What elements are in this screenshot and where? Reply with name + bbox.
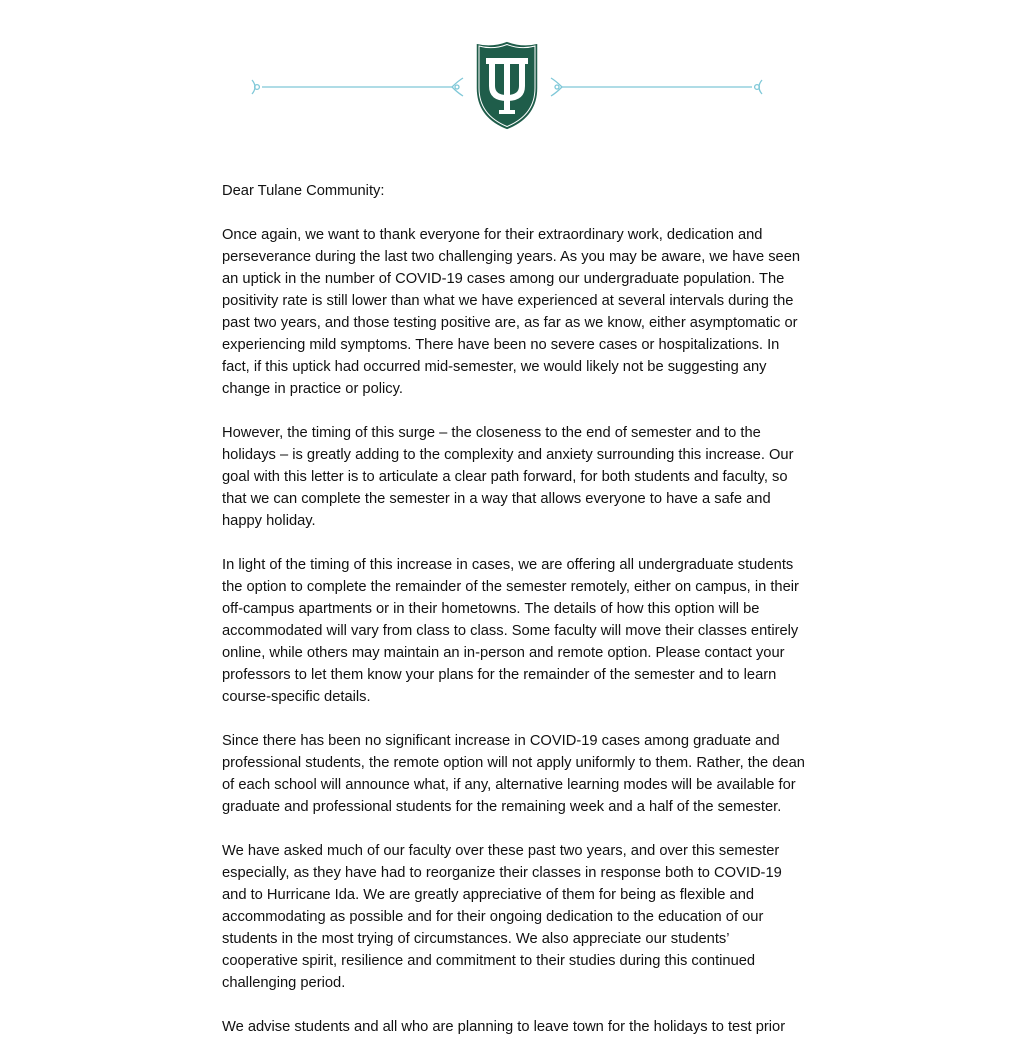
paragraph: Once again, we want to thank everyone for their extraordinary work, dedication and perseverance during the last two challenging years. As you may be aware, we have seen an uptick in the number of COVID-19 cases among our undergraduate population. The positivity rate is still lower than what we have experienced at several intervals during the past two years, and those testing positive are, as far as we know, either asymptomatic or experiencing mild symptoms. There have been no severe cases or hospitalizations. In fact, if this uptick had occurred mid-semester, we would likely not be suggesting any change in practice or policy. — [222, 227, 801, 397]
letterhead — [0, 0, 1024, 140]
greeting: Dear Tulane Community: — [222, 183, 385, 199]
right-ornament-divider — [551, 78, 762, 96]
paragraph: In light of the timing of this increase in cases, we are offering all undergraduate students the option to complete the remainder of the semester remotely, either on campus, in their off-campus apartments or in their hometowns. The details of how this option will be accommodated will vary from class to class. Some faculty will move their classes entirely online, while others may maintain an in-person and remote option. Please contact your professors to let them know your plans for the remainder of the semester and to learn course-specific details. — [222, 557, 799, 705]
tulane-shield-logo-icon — [476, 41, 538, 130]
paragraph: We advise students and all who are planning to leave town for the holidays to test prior — [222, 1019, 786, 1035]
paragraph: We have asked much of our faculty over these past two years, and over this semester especially, as they have had to reorganize their classes in response both to COVID-19 and to Hurricane Ida. We are greatly appreciative of them for being as flexible and accommodating as possible and for their ongoing dedication to the education of our students in the most trying of circumstances. We also appreciate our students’ cooperative spirit, resilience and commitment to their studies during this continued challenging period. — [222, 843, 782, 991]
paragraph: However, the timing of this surge – the closeness to the end of semester and to the holidays – is greatly adding to the complexity and anxiety surrounding this increase. Our goal with this letter is to articulate a clear path forward, for both students and faculty, so that we can complete the semester in a way that allows everyone to have a safe and happy holiday. — [222, 425, 794, 529]
left-ornament-divider — [252, 78, 463, 96]
paragraph: Since there has been no significant increase in COVID-19 cases among graduate and professional students, the remote option will not apply uniformly to them. Rather, the dean of each school will announce what, if any, alternative learning modes will be available for graduate and professional students for the remaining week and a half of the semester. — [222, 733, 805, 815]
letter-body — [222, 180, 806, 1060]
